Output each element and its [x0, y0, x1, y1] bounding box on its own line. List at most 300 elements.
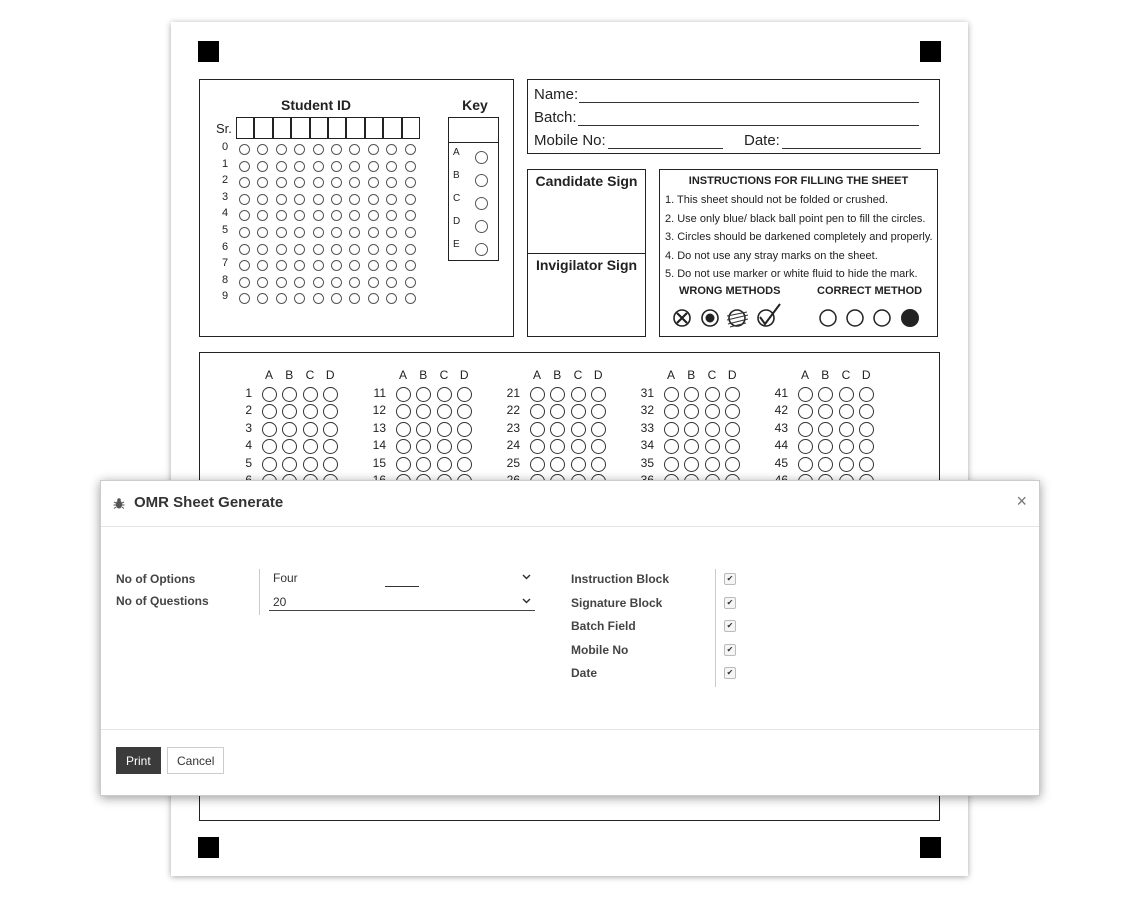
dialog-title: OMR Sheet Generate [134, 494, 284, 511]
answer-bubble [818, 387, 833, 402]
student-id-bubble [368, 293, 379, 304]
batch-line [578, 125, 919, 126]
mobile-line [608, 148, 723, 149]
answer-bubble [396, 404, 411, 419]
answer-bubble [798, 404, 813, 419]
answer-bubble [303, 387, 318, 402]
answer-option-header: B [553, 368, 562, 382]
answer-option-header: D [459, 368, 469, 382]
student-id-bubble [257, 161, 268, 172]
student-id-bubble [331, 227, 342, 238]
student-id-bubble [368, 144, 379, 155]
block-toggle-label: Date [571, 666, 598, 680]
student-id-bubble [276, 194, 287, 205]
answer-bubble [282, 439, 297, 454]
student-id-bubble [294, 293, 305, 304]
instruction-item: 5. Do not use marker or white fluid to hide the mark. [665, 268, 918, 280]
answer-bubble [705, 457, 720, 472]
student-id-bubble [276, 144, 287, 155]
student-id-digit-box [310, 117, 328, 139]
student-id-bubble [239, 227, 250, 238]
correct-method-label: CORRECT METHOD [817, 285, 923, 297]
student-id-bubble [331, 293, 342, 304]
name-label: Name: [534, 86, 579, 103]
answer-bubble [859, 457, 874, 472]
answer-bubble [798, 387, 813, 402]
options-select[interactable] [269, 567, 535, 587]
answer-bubble [798, 422, 813, 437]
corner-mark-top-right [920, 41, 941, 62]
answer-option-header: C [707, 368, 717, 382]
student-id-bubble [257, 177, 268, 188]
student-id-digit-box [236, 117, 254, 139]
cancel-button[interactable]: Cancel [167, 747, 224, 774]
student-id-bubble [349, 144, 360, 155]
student-id-digit-label: 5 [222, 224, 229, 236]
student-id-bubble [386, 227, 397, 238]
student-id-bubble [239, 161, 250, 172]
answer-bubble [684, 404, 699, 419]
student-id-bubble [368, 260, 379, 271]
answer-bubble [664, 439, 679, 454]
answer-bubble [818, 404, 833, 419]
question-number: 24 [506, 438, 520, 453]
answer-bubble [437, 404, 452, 419]
date-label: Date: [744, 132, 780, 149]
answer-bubble [530, 422, 545, 437]
student-id-bubble [386, 293, 397, 304]
answer-bubble [839, 422, 854, 437]
chevron-down-icon [522, 598, 531, 604]
student-id-bubble [331, 177, 342, 188]
key-option-label: B [453, 170, 460, 181]
student-id-bubble [331, 277, 342, 288]
student-id-bubble [294, 161, 305, 172]
student-id-digit-label: 9 [222, 290, 229, 303]
answer-bubble [282, 404, 297, 419]
student-id-bubble [276, 277, 287, 288]
answer-bubble [457, 422, 472, 437]
student-id-digit-label: 2 [222, 174, 229, 187]
student-id-digit-label: 7 [222, 257, 229, 270]
student-id-bubble [405, 244, 416, 255]
student-id-bubble [257, 144, 268, 155]
answer-bubble [437, 457, 452, 472]
student-id-digit-box [402, 117, 420, 139]
answer-bubble [705, 404, 720, 419]
answer-option-header: D [593, 368, 603, 382]
answer-bubble [303, 404, 318, 419]
student-id-bubble [331, 210, 342, 221]
answer-option-header: D [325, 368, 335, 382]
answer-bubble [396, 439, 411, 454]
key-column [448, 117, 499, 261]
student-id-bubble [257, 293, 268, 304]
instructions-block [659, 169, 938, 337]
question-number: 44 [774, 438, 788, 453]
answer-option-header: B [821, 368, 830, 382]
question-number: 42 [774, 403, 788, 418]
answer-bubble [416, 387, 431, 402]
block-toggle-checkbox[interactable]: ✔ [724, 644, 736, 656]
student-id-bubble [405, 210, 416, 221]
student-id-bubble [313, 293, 324, 304]
student-id-bubble [349, 161, 360, 172]
block-toggle-checkbox[interactable]: ✔ [724, 597, 736, 609]
question-number: 45 [774, 455, 788, 470]
candidate-info-block [527, 79, 940, 154]
answer-bubble [571, 439, 586, 454]
answer-bubble [818, 439, 833, 454]
key-option-bubble [475, 220, 488, 233]
question-number: 3 [245, 420, 252, 435]
answer-bubble [457, 439, 472, 454]
student-id-bubble [405, 194, 416, 205]
student-id-bubble [331, 244, 342, 255]
student-id-bubble [276, 161, 287, 172]
options-select-underline [385, 586, 419, 587]
answer-bubble [437, 387, 452, 402]
student-id-bubble [349, 177, 360, 188]
student-id-digit-box [365, 117, 383, 139]
answer-bubble [798, 439, 813, 454]
student-id-bubble [349, 244, 360, 255]
answer-bubble [530, 404, 545, 419]
student-id-bubble [239, 210, 250, 221]
student-id-bubble [294, 260, 305, 271]
batch-label: Batch: [534, 109, 577, 126]
answer-bubble [664, 387, 679, 402]
question-number: 11 [373, 386, 386, 400]
answer-bubble [818, 422, 833, 437]
answer-bubble [664, 422, 679, 437]
date-line [782, 148, 921, 149]
answer-option-header: B [687, 368, 696, 382]
answer-bubble [550, 387, 565, 402]
student-id-bubble [368, 227, 379, 238]
student-id-bubble [257, 210, 268, 221]
mobile-label: Mobile No: [534, 132, 606, 149]
key-option-bubble [475, 174, 488, 187]
answer-bubble [725, 404, 740, 419]
student-id-bubble [276, 210, 287, 221]
student-id-digit-box [273, 117, 291, 139]
close-icon[interactable]: × [1016, 491, 1027, 511]
key-option-label: A [453, 147, 460, 158]
question-number: 31 [640, 386, 654, 400]
student-id-bubble [349, 277, 360, 288]
questions-select[interactable] [269, 590, 535, 611]
answer-option-header: B [285, 368, 294, 382]
student-id-bubble [405, 161, 416, 172]
dialog-footer [101, 729, 1039, 796]
student-id-bubble [368, 194, 379, 205]
answer-bubble [323, 404, 338, 419]
answer-bubble [416, 439, 431, 454]
answer-bubble [859, 404, 874, 419]
block-toggle-label: Instruction Block [571, 572, 670, 586]
student-id-bubble [386, 144, 397, 155]
answer-bubble [591, 422, 606, 437]
signature-block [527, 169, 646, 337]
student-id-bubble [349, 194, 360, 205]
answer-option-header: D [861, 368, 871, 382]
question-number: 32 [640, 403, 654, 418]
student-id-digit-box [254, 117, 272, 139]
student-id-bubble [276, 227, 287, 238]
key-option-label: D [453, 216, 461, 227]
corner-mark-top-left [198, 41, 219, 62]
student-id-digit-label: 3 [222, 190, 229, 203]
omr-generate-dialog [100, 480, 1040, 796]
no-of-options-label: No of Options [116, 572, 196, 586]
student-id-bubble [257, 244, 268, 255]
key-option-label: C [453, 193, 461, 204]
student-id-bubble [294, 210, 305, 221]
student-id-bubble [313, 177, 324, 188]
answer-bubble [664, 404, 679, 419]
student-id-bubble [386, 277, 397, 288]
question-number: 12 [372, 403, 386, 418]
student-id-bubble [405, 260, 416, 271]
student-id-digit-label: 1 [222, 157, 229, 170]
question-number: 4 [245, 438, 252, 453]
student-id-bubble [349, 293, 360, 304]
answer-bubble [303, 457, 318, 472]
answer-option-header: C [305, 368, 315, 382]
answer-bubble [282, 457, 297, 472]
invigilator-sign-label: Invigilator Sign [535, 257, 638, 273]
answer-bubble [839, 439, 854, 454]
student-id-digit-box [346, 117, 364, 139]
student-id-bubble [313, 194, 324, 205]
chevron-down-icon [522, 574, 531, 580]
instruction-item: 3. Circles should be darkened completely and properly. [665, 231, 933, 243]
answer-bubble [839, 457, 854, 472]
student-id-bubble [313, 277, 324, 288]
student-id-bubble [313, 244, 324, 255]
answer-bubble [684, 387, 699, 402]
block-toggle-label: Mobile No [571, 642, 629, 657]
answer-bubble [550, 439, 565, 454]
answer-bubble [591, 387, 606, 402]
answer-bubble [437, 439, 452, 454]
student-id-bubble [405, 144, 416, 155]
answer-bubble [416, 404, 431, 419]
student-id-bubble [368, 277, 379, 288]
answer-bubble [859, 439, 874, 454]
student-id-bubble [276, 293, 287, 304]
dialog-header [101, 481, 1039, 527]
wrong-methods-label: WRONG METHODS [679, 285, 781, 297]
instruction-item: 1. This sheet should not be folded or crushed. [665, 194, 888, 206]
answer-bubble [262, 439, 277, 454]
question-number: 15 [372, 455, 386, 470]
left-field-divider [259, 569, 260, 615]
answer-bubble [550, 457, 565, 472]
student-id-digit-box [328, 117, 346, 139]
answer-option-header: A [533, 368, 542, 382]
answer-bubble [550, 422, 565, 437]
answer-option-header: A [265, 368, 274, 382]
answer-bubble [725, 387, 740, 402]
name-line [579, 102, 919, 103]
student-id-bubble [276, 177, 287, 188]
answer-bubble [591, 457, 606, 472]
student-id-bubble [294, 244, 305, 255]
student-id-bubble [405, 293, 416, 304]
student-id-bubble [405, 227, 416, 238]
student-id-digit-box [383, 117, 401, 139]
student-id-bubble [239, 244, 250, 255]
answer-bubble [571, 387, 586, 402]
student-id-digit-box [291, 117, 309, 139]
block-toggle-checkbox[interactable]: ✔ [724, 667, 736, 679]
answer-bubble [684, 457, 699, 472]
student-id-bubble [313, 161, 324, 172]
answer-bubble [416, 422, 431, 437]
answer-bubble [705, 422, 720, 437]
answer-option-header: A [667, 368, 676, 382]
question-number: 43 [774, 420, 788, 435]
answer-bubble [571, 457, 586, 472]
correct-method-examples [816, 306, 926, 330]
answer-bubble [664, 457, 679, 472]
student-id-bubble [276, 260, 287, 271]
answer-bubble [705, 439, 720, 454]
answer-bubble [396, 422, 411, 437]
student-id-bubble [294, 227, 305, 238]
student-id-bubble [313, 227, 324, 238]
question-number: 23 [506, 420, 520, 435]
candidate-sign-label: Candidate Sign [535, 173, 638, 189]
answer-bubble [550, 404, 565, 419]
answer-bubble [303, 422, 318, 437]
student-id-bubble [331, 144, 342, 155]
student-id-bubble [405, 177, 416, 188]
block-toggle-checkbox[interactable]: ✔ [724, 573, 736, 585]
answer-bubble [859, 387, 874, 402]
bug-icon [113, 497, 125, 510]
answer-option-header: B [419, 368, 428, 382]
student-id-bubble [294, 144, 305, 155]
student-id-bubble [294, 194, 305, 205]
answer-bubble [282, 422, 297, 437]
key-entry-box [449, 118, 498, 143]
student-id-bubble [294, 177, 305, 188]
student-id-bubble [368, 244, 379, 255]
answer-bubble [323, 439, 338, 454]
student-id-bubble [313, 210, 324, 221]
block-toggle-checkbox[interactable]: ✔ [724, 620, 736, 632]
answer-option-header: A [801, 368, 810, 382]
student-id-digit-label: 8 [222, 273, 229, 286]
student-id-bubble [349, 210, 360, 221]
student-id-bubble [386, 161, 397, 172]
key-option-label: E [453, 239, 460, 250]
student-id-bubble [331, 161, 342, 172]
key-option-bubble [475, 243, 488, 256]
student-id-bubble [349, 227, 360, 238]
student-id-bubble [257, 194, 268, 205]
options-select-value: Four [273, 571, 298, 585]
answer-bubble [725, 457, 740, 472]
signature-divider [528, 253, 645, 254]
right-field-divider [715, 569, 716, 687]
student-id-bubble [331, 194, 342, 205]
answer-bubble [303, 439, 318, 454]
question-number: 34 [640, 438, 654, 453]
instructions-title: INSTRUCTIONS FOR FILLING THE SHEET [688, 175, 909, 187]
answer-option-header: C [573, 368, 583, 382]
question-number: 41 [774, 386, 788, 400]
student-id-bubble [239, 293, 250, 304]
crossed-bubble-icon [674, 310, 690, 326]
answer-bubble [262, 404, 277, 419]
student-id-bubble [257, 260, 268, 271]
student-id-bubble [386, 177, 397, 188]
student-id-bubble [239, 144, 250, 155]
answer-bubble [323, 387, 338, 402]
answer-bubble [262, 387, 277, 402]
student-id-bubble [313, 144, 324, 155]
dot-bubble-icon [702, 310, 718, 326]
answer-bubble [571, 404, 586, 419]
answer-option-header: A [399, 368, 408, 382]
block-toggle-label: Batch Field [571, 619, 636, 633]
question-number: 33 [640, 420, 654, 435]
key-title: Key [462, 97, 488, 113]
answer-bubble [530, 439, 545, 454]
question-number: 35 [640, 455, 654, 470]
student-id-digit-label: 0 [222, 141, 229, 153]
scribbled-bubble-icon [727, 310, 748, 327]
answer-bubble [262, 457, 277, 472]
student-id-bubble [239, 277, 250, 288]
answer-bubble [798, 457, 813, 472]
answer-bubble [705, 387, 720, 402]
answer-bubble [416, 457, 431, 472]
answer-bubble [684, 439, 699, 454]
ticked-bubble-icon [758, 304, 780, 326]
answer-bubble [396, 457, 411, 472]
student-id-bubble [276, 244, 287, 255]
answer-bubble [839, 387, 854, 402]
answer-bubble [396, 387, 411, 402]
answer-bubble [591, 439, 606, 454]
print-button[interactable]: Print [116, 747, 161, 774]
answer-option-header: C [439, 368, 449, 382]
answer-bubble [571, 422, 586, 437]
student-id-bubble [386, 244, 397, 255]
sr-label: Sr. [216, 121, 232, 136]
answer-bubble [859, 422, 874, 437]
wrong-methods-examples [672, 302, 782, 332]
questions-select-value: 20 [273, 595, 287, 609]
answer-bubble [530, 457, 545, 472]
answer-bubble [457, 457, 472, 472]
question-number: 2 [245, 403, 252, 418]
answer-bubble [530, 387, 545, 402]
question-number: 14 [372, 438, 386, 453]
student-id-title: Student ID [281, 97, 351, 113]
student-id-bubble [239, 260, 250, 271]
answer-bubble [437, 422, 452, 437]
answer-bubble [684, 422, 699, 437]
answer-bubble [839, 404, 854, 419]
student-id-bubble [313, 260, 324, 271]
student-id-bubble [368, 210, 379, 221]
